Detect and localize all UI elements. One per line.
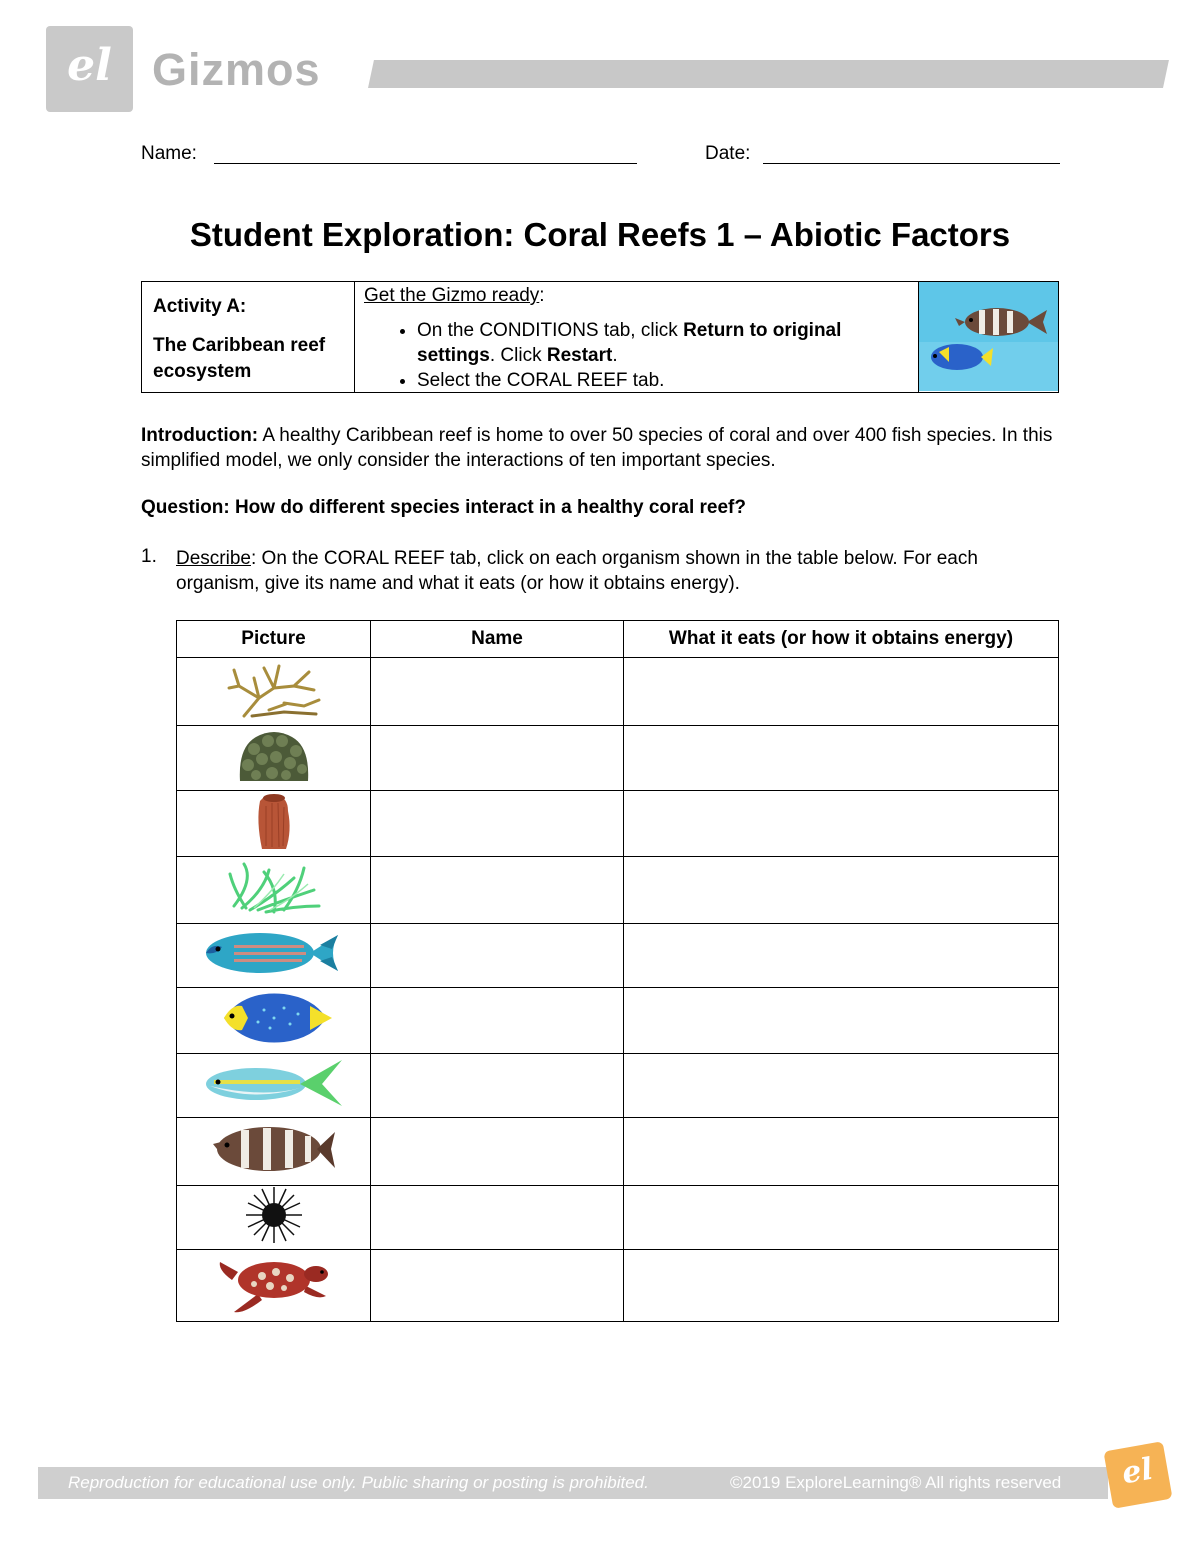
table-row xyxy=(177,924,1059,988)
instruction-item: • Select the CORAL REEF tab. xyxy=(417,368,918,393)
header-bar xyxy=(368,60,1169,88)
activity-subtitle: The Caribbean reef ecosystem xyxy=(153,335,326,382)
grouper-icon xyxy=(211,1118,337,1180)
name-field[interactable] xyxy=(214,163,637,164)
table-row xyxy=(177,1054,1059,1118)
col-picture: Picture xyxy=(177,621,371,658)
picture-cell xyxy=(177,1054,371,1118)
picture-cell xyxy=(177,1250,371,1322)
q1-text: Describe: On the CORAL REEF tab, click on each organism shown in the table below. For each organism, give its name and what it eats (or how it obtains energy). xyxy=(176,548,978,594)
table-row xyxy=(177,1186,1059,1250)
branching-algae-icon xyxy=(224,658,324,720)
intro-text: A healthy Caribbean reef is home to over 50 species of coral and over 400 fish species. In this simplified model, we only consider the interactions of ten important species. xyxy=(141,425,1053,471)
name-cell[interactable] xyxy=(371,726,624,791)
col-name: Name xyxy=(371,621,624,658)
name-cell[interactable] xyxy=(371,1250,624,1322)
table-row xyxy=(177,1250,1059,1322)
diet-cell[interactable] xyxy=(624,1118,1059,1186)
picture-cell xyxy=(177,924,371,988)
name-cell[interactable] xyxy=(371,988,624,1054)
date-label: Date: xyxy=(705,143,751,164)
name-cell[interactable] xyxy=(371,658,624,726)
diet-cell[interactable] xyxy=(624,857,1059,924)
table-row xyxy=(177,1118,1059,1186)
diet-cell[interactable] xyxy=(624,791,1059,857)
table-row xyxy=(177,726,1059,791)
diet-cell[interactable] xyxy=(624,1250,1059,1322)
picture-cell xyxy=(177,658,371,726)
question: Question: How do different species interact in a healthy coral reef? xyxy=(141,497,746,518)
footer-logo-glyph: el xyxy=(1119,1451,1156,1492)
logo-glyph: el xyxy=(67,40,112,91)
sea-urchin-icon xyxy=(244,1186,304,1244)
parrotfish-icon xyxy=(204,927,344,979)
introduction xyxy=(141,423,1061,473)
table-row xyxy=(177,857,1059,924)
activity-label: Activity A: xyxy=(153,296,247,317)
angelfish-icon xyxy=(214,988,334,1048)
diet-cell[interactable] xyxy=(624,988,1059,1054)
diet-cell[interactable] xyxy=(624,924,1059,988)
sponge-icon xyxy=(254,791,294,851)
footer-logo xyxy=(1103,1441,1172,1509)
yellowtail-snapper-icon xyxy=(204,1058,344,1108)
picture-cell xyxy=(177,857,371,924)
name-cell[interactable] xyxy=(371,1118,624,1186)
picture-cell xyxy=(177,726,371,791)
brand-name: Gizmos xyxy=(152,44,321,95)
q1-number: 1. xyxy=(141,546,157,567)
col-diet: What it eats (or how it obtains energy) xyxy=(624,621,1059,658)
instruction-list xyxy=(355,318,918,393)
diet-cell[interactable] xyxy=(624,726,1059,791)
fish-pair-icon xyxy=(919,282,1058,391)
species-table xyxy=(176,620,1059,1322)
page-title: Student Exploration: Coral Reefs 1 – Abiotic Factors xyxy=(189,216,1011,253)
name-cell[interactable] xyxy=(371,857,624,924)
picture-cell xyxy=(177,988,371,1054)
gizmo-ready-heading: Get the Gizmo ready: xyxy=(364,285,545,306)
table-row xyxy=(177,791,1059,857)
diet-cell[interactable] xyxy=(624,1186,1059,1250)
diet-cell[interactable] xyxy=(624,658,1059,726)
diet-cell[interactable] xyxy=(624,1054,1059,1118)
gizmo-ready-cell xyxy=(355,282,919,392)
activity-box xyxy=(141,281,1059,393)
picture-cell xyxy=(177,791,371,857)
date-field[interactable] xyxy=(763,163,1060,164)
footer-copyright: ©2019 ExploreLearning® All rights reserved xyxy=(730,1473,1062,1492)
picture-cell xyxy=(177,1118,371,1186)
picture-cell xyxy=(177,1186,371,1250)
intro-label: Introduction: xyxy=(141,425,259,446)
table-row xyxy=(177,988,1059,1054)
name-cell[interactable] xyxy=(371,924,624,988)
activity-label-cell xyxy=(142,282,355,392)
name-cell[interactable] xyxy=(371,791,624,857)
seagrass-icon xyxy=(224,860,324,916)
name-cell[interactable] xyxy=(371,1186,624,1250)
explorelearning-logo xyxy=(46,26,133,112)
boulder-coral-icon xyxy=(236,727,312,785)
table-row xyxy=(177,658,1059,726)
table-header-row xyxy=(177,621,1059,658)
name-label: Name: xyxy=(141,143,197,164)
instruction-item: • On the CONDITIONS tab, click Return to original settings. Click Restart. xyxy=(417,318,918,368)
name-cell[interactable] xyxy=(371,1054,624,1118)
footer-notice: Reproduction for educational use only. Public sharing or posting is prohibited. xyxy=(68,1473,649,1492)
sea-turtle-icon xyxy=(214,1250,334,1316)
